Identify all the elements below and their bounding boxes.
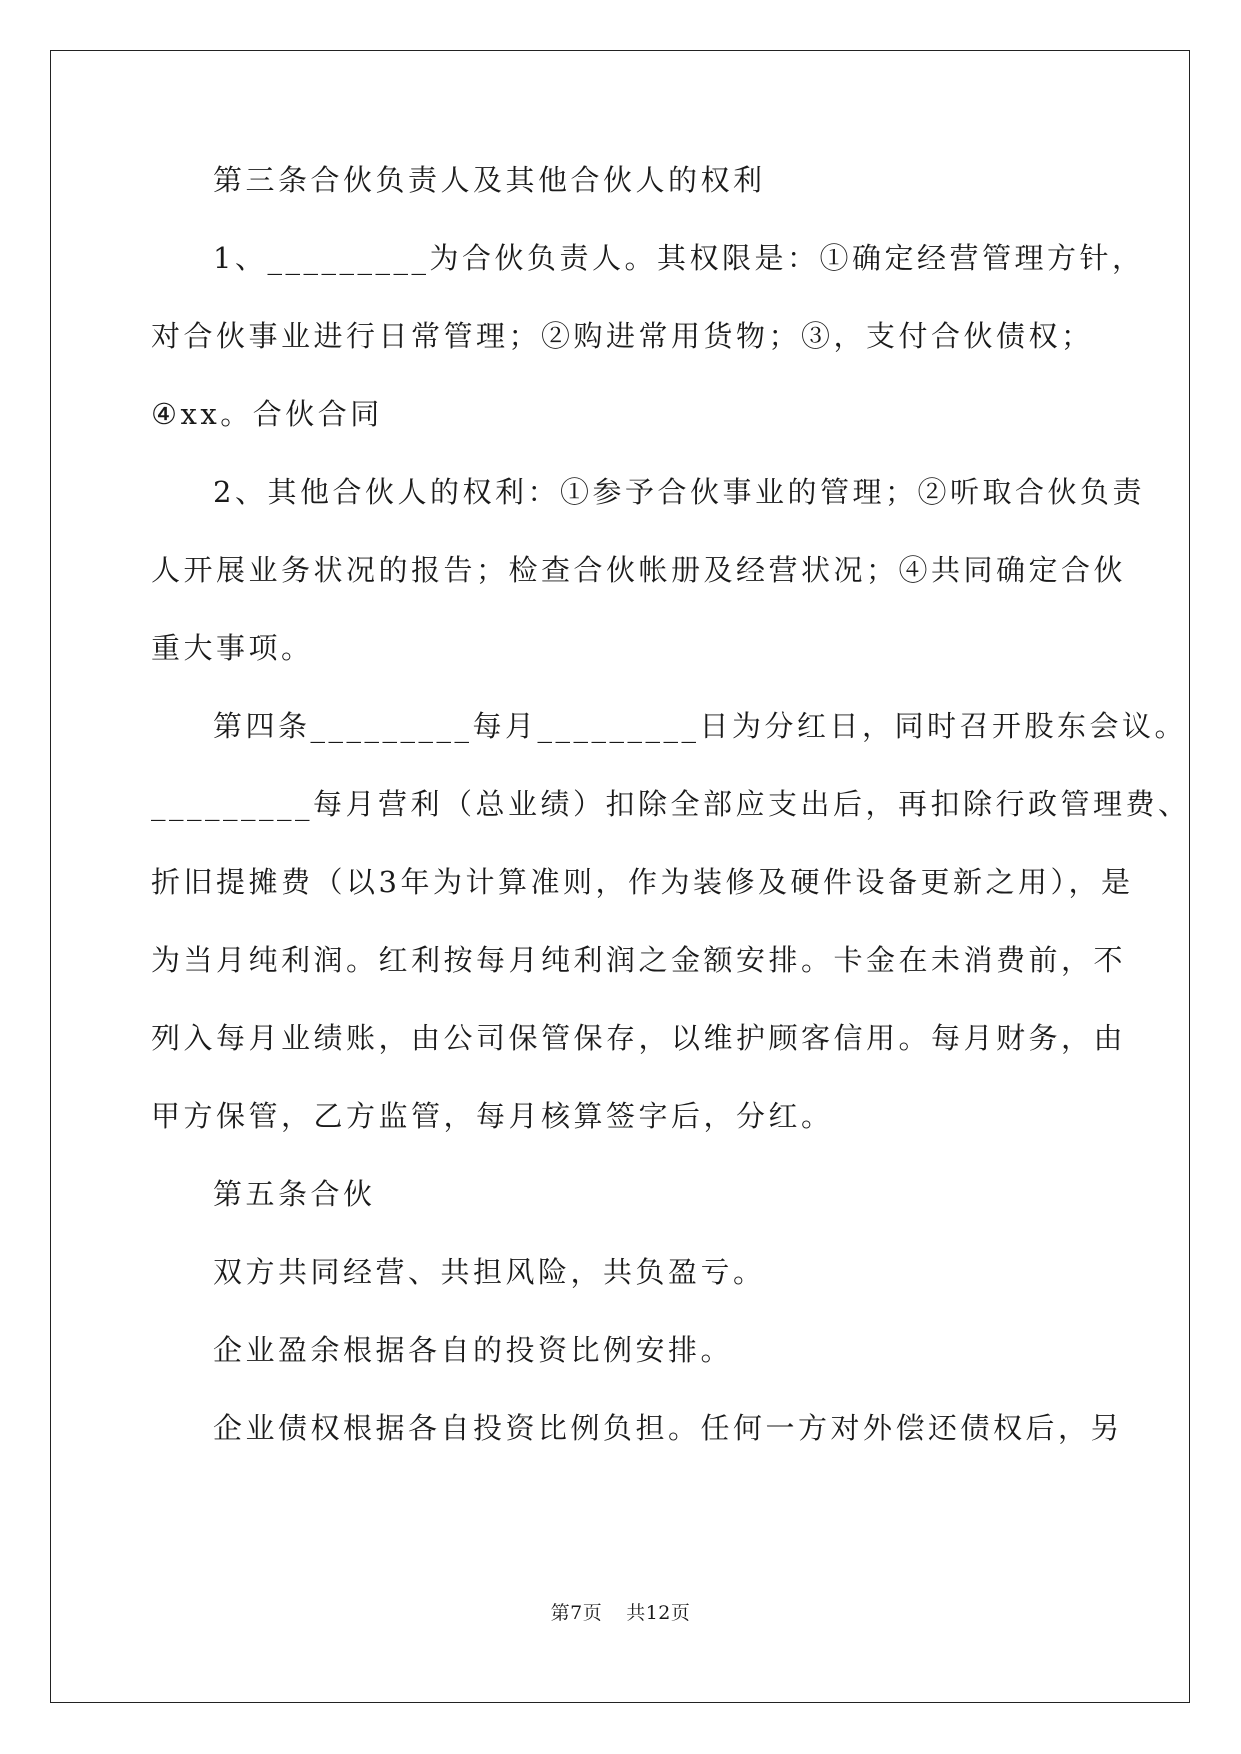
page-total: 共12页 [626,1602,691,1624]
page-footer [0,1598,1241,1625]
article-3-heading: 第三条合伙负责人及其他合伙人的权利 [213,163,766,197]
paragraph-line: 2、其他合伙人的权利：①参予合伙事业的管理；②听取合伙负责 [213,475,1145,509]
paragraph-line: 双方共同经营、共担风险，共负盈亏。 [213,1255,766,1289]
paragraph-line: 企业债权根据各自投资比例负担。任何一方对外偿还债权后，另 [213,1411,1124,1445]
article-5-heading: 第五条合伙 [213,1177,376,1211]
paragraph-line: 企业盈余根据各自的投资比例安排。 [213,1333,734,1367]
paragraph-line: 1、_________为合伙负责人。其权限是：①确定经营管理方针， [213,241,1145,275]
article-4-line: 第四条_________每月_________日为分红日，同时召开股东会议。 [213,709,1188,743]
paragraph-line: 列入每月业绩账，由公司保管保存，以维护顾客信用。每月财务，由 [151,1021,1127,1055]
paragraph-line: 人开展业务状况的报告；检查合伙帐册及经营状况；④共同确定合伙 [151,553,1127,587]
paragraph-line: 折旧提摊费（以3年为计算准则，作为装修及硬件设备更新之用），是 [151,865,1134,899]
paragraph-line: 重大事项。 [151,631,314,665]
paragraph-line: ④xx。合伙合同 [151,397,383,431]
paragraph-line: 对合伙事业进行日常管理；②购进常用货物；③，支付合伙债权； [151,319,1094,353]
paragraph-line: 甲方保管，乙方监管，每月核算签字后，分红。 [151,1099,834,1133]
paragraph-line: _________每月营利（总业绩）扣除全部应支出后，再扣除行政管理费、 [151,787,1191,821]
document-body [151,160,1191,1486]
page-number: 第7页 [550,1602,603,1624]
paragraph-line: 为当月纯利润。红利按每月纯利润之金额安排。卡金在未消费前，不 [151,943,1127,977]
